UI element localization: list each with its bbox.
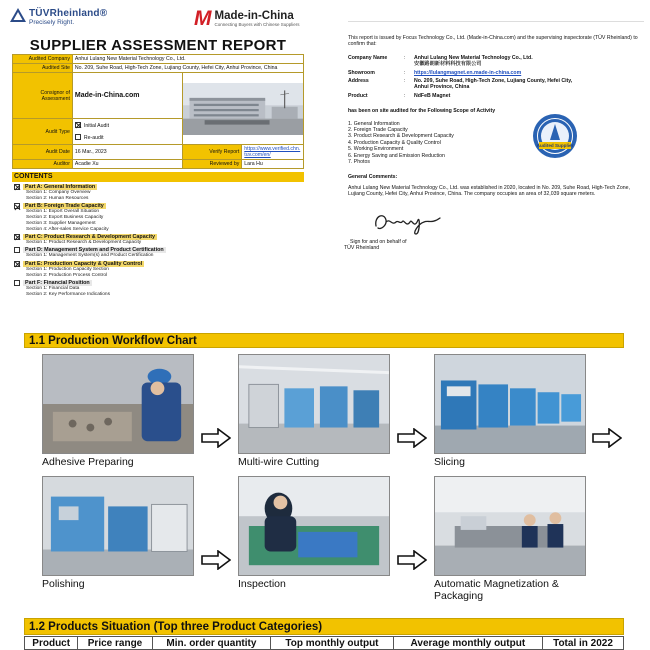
section-item: Section 1: Product Research & Development Capacity	[26, 239, 142, 245]
page-top-edge	[348, 8, 644, 22]
part-sections	[26, 253, 308, 259]
mic-m-icon: M	[194, 7, 212, 30]
tuv-triangle-icon	[10, 8, 26, 22]
part-title: Part F: Financial Position	[25, 279, 90, 286]
verify-report-label: Verify Report	[182, 145, 241, 160]
report-scope-page	[344, 8, 644, 323]
factory-building-image	[183, 83, 303, 135]
audited-site-value: No. 209, Suhe Road, High-Tech Zone, Lujiang County, Hefei City, Anhui Province, China	[72, 64, 303, 73]
inspection-photo	[238, 476, 390, 576]
part-title: Part E: Production Capacity & Quality Control	[25, 260, 143, 267]
auditor-value: Acadie Xu	[72, 160, 182, 169]
arrow-right-icon	[397, 550, 427, 570]
workflow-step-adhesive-preparing	[42, 354, 194, 468]
re-audit-label: Re-audit	[83, 135, 104, 141]
signature	[348, 208, 644, 236]
workflow-step-polishing	[42, 476, 194, 590]
part-checkbox-icon[interactable]	[14, 234, 20, 240]
initial-audit-checkbox-icon[interactable]	[75, 122, 81, 128]
production-workflow-panel	[24, 333, 624, 649]
auditor-label: Auditor	[13, 160, 73, 169]
scope-item: 3. Product Research & Development Capacity	[348, 133, 454, 140]
seal-text: Audited Supplier	[536, 143, 574, 149]
step-label: Multi-wire Cutting	[238, 456, 320, 468]
reviewed-by-value: Lara Hu	[242, 160, 304, 169]
report-info-table	[12, 54, 304, 169]
general-comments-text: Anhui Lulang New Material Technology Co., Ltd. was established in 2020, located in No. 209, Suhe Road, High-Tech Zone, Lujiang County, Hefei City, Anhui Province, China. The company occupies an area of 32,039 square meters.	[348, 184, 630, 198]
showroom-link[interactable]: https://lulangmagnet.en.made-in-china.com	[414, 69, 522, 76]
tuv-slogan: Precisely Right.	[29, 19, 75, 26]
adhesive-preparing-photo	[42, 354, 194, 454]
initial-audit-label: Initial Audit	[83, 123, 110, 129]
consignor-name: Made-in-China.com	[74, 92, 140, 99]
scope-item: 5. Working Environment	[348, 146, 404, 153]
audited-supplier-seal-icon	[531, 112, 579, 160]
arrow-right-icon	[397, 428, 427, 448]
company-name-label: Company Name	[348, 54, 388, 61]
product-label: Product	[348, 92, 368, 99]
step-label: Slicing	[434, 456, 465, 468]
arrow-right-icon	[201, 428, 231, 448]
audited-site-label: Audited Site	[13, 64, 73, 73]
re-audit-checkbox-icon[interactable]	[75, 134, 81, 140]
step-label: Automatic Magnetization & Packaging	[434, 578, 559, 602]
section-item: Section 1: Production Capacity Section	[26, 266, 109, 272]
scope-item: 2. Foreign Trade Capacity	[348, 127, 408, 134]
products-heading: 1.2 Products Situation (Top three Product Categories)	[24, 618, 624, 635]
scope-heading: has been on site audited for the Following Scope of Activity	[348, 108, 496, 115]
contents-heading: CONTENTS	[12, 172, 304, 182]
audit-date-value: 16 Mar., 2023	[72, 145, 182, 160]
audited-company-label: Audited Company	[13, 55, 73, 64]
part-sections	[26, 209, 308, 232]
workflow-step-slicing	[434, 354, 586, 468]
product-value: NdFeB Magnet	[414, 92, 451, 99]
magnetization-packaging-photo	[434, 476, 586, 576]
part-checkbox-icon[interactable]	[14, 280, 20, 286]
polishing-photo	[42, 476, 194, 576]
audited-company-value: Anhui Lulang New Material Technology Co., Ltd.	[72, 55, 303, 64]
products-table-header	[24, 636, 624, 650]
reviewed-by-label: Reviewed by	[182, 160, 241, 169]
mic-slogan: Connecting Buyers with Chinese Suppliers	[214, 22, 300, 27]
contents-list	[14, 184, 308, 298]
section-item: Section 3: Supplier Management	[26, 220, 96, 226]
signature-image	[370, 208, 446, 236]
part-sections	[26, 286, 308, 298]
company-name-cn: 安徽路朗新材料科技有限公司	[414, 61, 482, 68]
section-item: Section 4: After-sales Service Capacity	[26, 226, 109, 232]
products-column-header: Price range	[78, 637, 152, 650]
company-name-value	[414, 54, 584, 69]
products-column-header: Average monthly output	[393, 637, 542, 650]
section-item: Section 2: Export Business Capacity	[26, 214, 104, 220]
section-item: Section 2: Production Process Control	[26, 272, 108, 278]
scope-item: 1. General Information	[348, 120, 400, 127]
scope-item: 4. Production Capacity & Quality Control	[348, 139, 441, 146]
verify-report-link[interactable]: https://www.verified.chn.tuv.com/en/	[242, 145, 304, 160]
signer-line-2: TÜV Rheinland	[344, 245, 380, 252]
section-item: Section 2: Key Performance Indications	[26, 291, 110, 297]
scope-item: 7. Photos	[348, 159, 370, 166]
workflow-step-inspection	[238, 476, 390, 590]
section-item: Section 1: Management System(s) and Product Certification	[26, 253, 154, 259]
section-item: Section 1: Export Overall Situation	[26, 209, 100, 215]
multi-wire-cutting-photo	[238, 354, 390, 454]
products-column-header: Min. order quantity	[152, 637, 271, 650]
step-label: Adhesive Preparing	[42, 456, 134, 468]
made-in-china-logo	[194, 7, 300, 30]
audit-type-reaudit[interactable]	[75, 134, 180, 141]
company-name-en: Anhui Lulang New Material Technology Co., Ltd.	[414, 54, 533, 61]
products-column-header: Top monthly output	[271, 637, 393, 650]
report-header	[8, 6, 308, 36]
arrow-right-icon	[201, 550, 231, 570]
products-column-header: Total in 2022	[543, 637, 624, 650]
workflow-step-multi-wire-cutting	[238, 354, 390, 468]
step-label: Inspection	[238, 578, 286, 590]
audit-date-label: Audit Date	[13, 145, 73, 160]
mic-name: Made-in-China	[214, 10, 294, 22]
address-value: No. 209, Suhe Road, High-Tech Zone, Lujiang County, Hefei City, Anhui Province, China	[414, 78, 573, 91]
step-label: Polishing	[42, 578, 85, 590]
intro-text: This report is issued by Focus Technology Co., Ltd. (Made-in-China.com) and the supervising inspectorate (TÜV Rheinland) to confirm that:	[348, 35, 638, 48]
audit-type-initial[interactable]	[75, 122, 180, 129]
arrow-right-icon	[592, 428, 622, 448]
part-checkbox-icon[interactable]	[14, 184, 20, 190]
report-cover-page	[8, 6, 308, 328]
section-item: Section 1: Financial Data	[26, 285, 80, 291]
part-title: Part C: Product Research & Development Capacity	[25, 233, 156, 240]
section-item: Section 2: Human Resources	[26, 195, 89, 201]
general-comments-heading: General Comments:	[348, 173, 398, 180]
audit-type-label: Audit Type	[13, 119, 73, 145]
part-title: Part B: Foreign Trade Capacity	[25, 203, 104, 210]
scope-item: 6. Energy Saving and Emission Reduction	[348, 152, 445, 159]
part-checkbox-icon[interactable]	[14, 203, 20, 209]
part-checkbox-icon[interactable]	[14, 261, 20, 267]
signer-line-1: Sign for and on behalf of	[350, 238, 407, 245]
part-sections	[26, 190, 308, 202]
part-title: Part A: General Information	[25, 184, 96, 190]
part-checkbox-icon[interactable]	[14, 247, 20, 253]
tuv-logo	[10, 8, 107, 26]
workflow-heading: 1.1 Production Workflow Chart	[24, 333, 624, 348]
scope-list	[348, 121, 644, 166]
part-title: Part D: Management System and Product Certification	[25, 247, 164, 254]
consignor-label: Consignor of Assessment	[13, 73, 73, 119]
report-title: SUPPLIER ASSESSMENT REPORT	[29, 37, 287, 54]
consignor-value	[72, 73, 182, 119]
audit-type-options	[72, 119, 182, 145]
tuv-name: TÜVRheinland®	[29, 8, 108, 19]
part-sections	[26, 240, 308, 246]
factory-building-photo	[182, 73, 303, 145]
company-info-table: Company Name : Anhui Lulang New Material Technology Co., Ltd. 安徽路朗新材料科技有限公司 Showroom : https://lulangmagnet.en.made-in-china.com Address : No. 209, Suhe Road, High-Tech Zone, Lujiang County, Hefei City, Anhui Province, China Product : NdFeB Magnet	[348, 54, 584, 100]
workflow-step-magnetization-packaging	[434, 476, 586, 602]
workflow-grid	[24, 348, 624, 649]
slicing-photo	[434, 354, 586, 454]
section-item: Section 1: Company Overview	[26, 190, 91, 195]
products-column-header: Product	[25, 637, 78, 650]
part-sections	[26, 267, 308, 279]
address-label: Address	[348, 78, 369, 85]
showroom-label: Showroom	[348, 69, 375, 76]
